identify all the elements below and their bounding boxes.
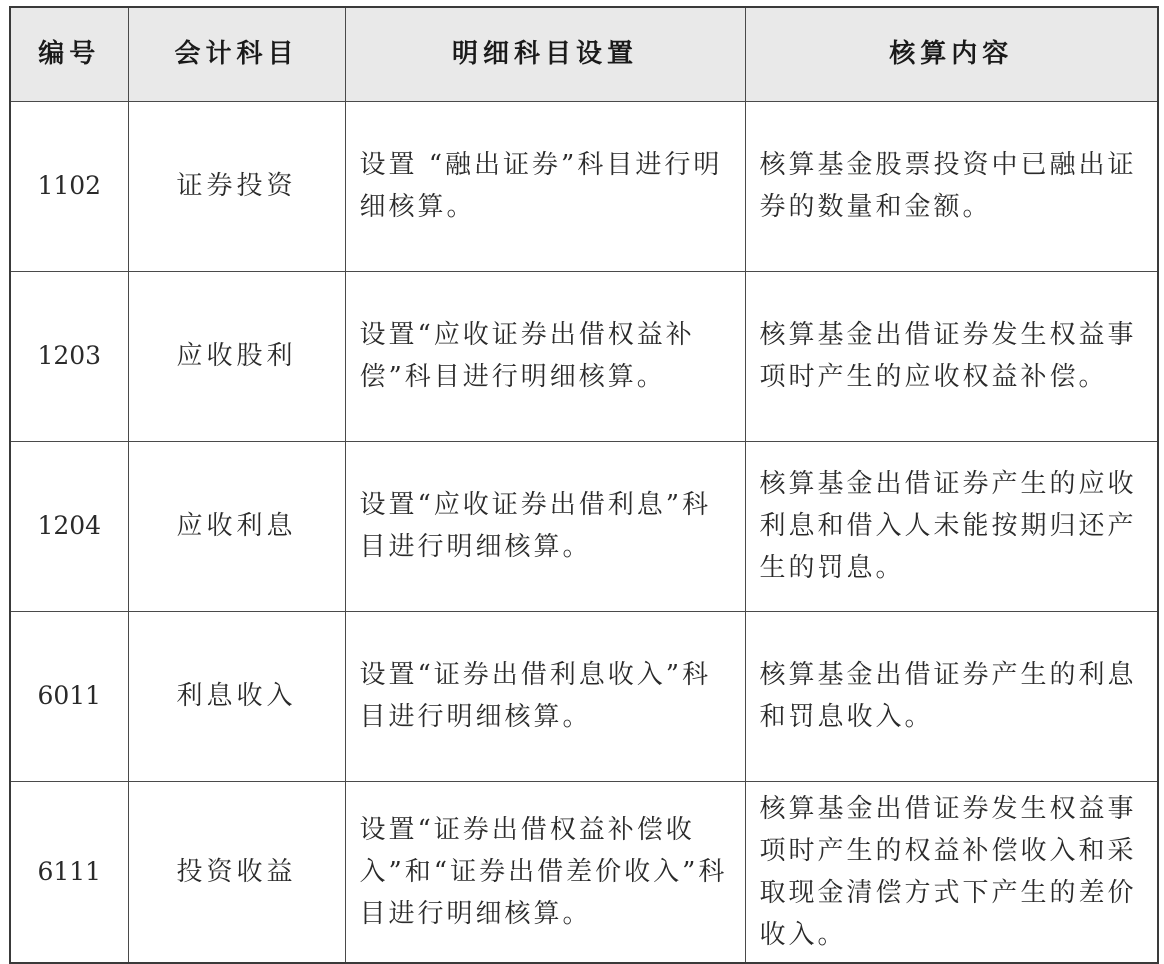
- cell-detail: 设置“证券出借权益补偿收入”和“证券出借差价收入”科目进行明细核算。: [345, 781, 745, 963]
- table-row: [10, 611, 1158, 781]
- cell-content: 核算基金股票投资中已融出证券的数量和金额。: [745, 101, 1158, 271]
- header-row: [10, 7, 1158, 101]
- cell-code: 1204: [10, 441, 128, 611]
- cell-subject: 应收利息: [128, 441, 345, 611]
- accounting-subjects-table: [9, 6, 1159, 964]
- cell-subject: 投资收益: [128, 781, 345, 963]
- cell-detail: 设置“应收证券出借权益补偿”科目进行明细核算。: [345, 271, 745, 441]
- table-header: [10, 7, 1158, 101]
- cell-content: 核算基金出借证券产生的利息和罚息收入。: [745, 611, 1158, 781]
- header-code: 编号: [10, 7, 128, 101]
- cell-content: 核算基金出借证券产生的应收利息和借入人未能按期归还产生的罚息。: [745, 441, 1158, 611]
- accounting-table-container: [9, 6, 1157, 958]
- table-row: [10, 101, 1158, 271]
- cell-code: 1102: [10, 101, 128, 271]
- cell-code: 6011: [10, 611, 128, 781]
- table-row: [10, 441, 1158, 611]
- header-content: 核算内容: [745, 7, 1158, 101]
- cell-detail: 设置 “融出证券”科目进行明细核算。: [345, 101, 745, 271]
- cell-subject: 证券投资: [128, 101, 345, 271]
- table-body: [10, 101, 1158, 963]
- cell-detail: 设置“证券出借利息收入”科目进行明细核算。: [345, 611, 745, 781]
- cell-content: 核算基金出借证券发生权益事项时产生的应收权益补偿。: [745, 271, 1158, 441]
- cell-detail: 设置“应收证券出借利息”科目进行明细核算。: [345, 441, 745, 611]
- header-subject: 会计科目: [128, 7, 345, 101]
- table-row: [10, 271, 1158, 441]
- cell-code: 6111: [10, 781, 128, 963]
- cell-code: 1203: [10, 271, 128, 441]
- table-row: [10, 781, 1158, 963]
- cell-content: 核算基金出借证券发生权益事项时产生的权益补偿收入和采取现金清偿方式下产生的差价收入。: [745, 781, 1158, 963]
- cell-subject: 利息收入: [128, 611, 345, 781]
- header-detail: 明细科目设置: [345, 7, 745, 101]
- cell-subject: 应收股利: [128, 271, 345, 441]
